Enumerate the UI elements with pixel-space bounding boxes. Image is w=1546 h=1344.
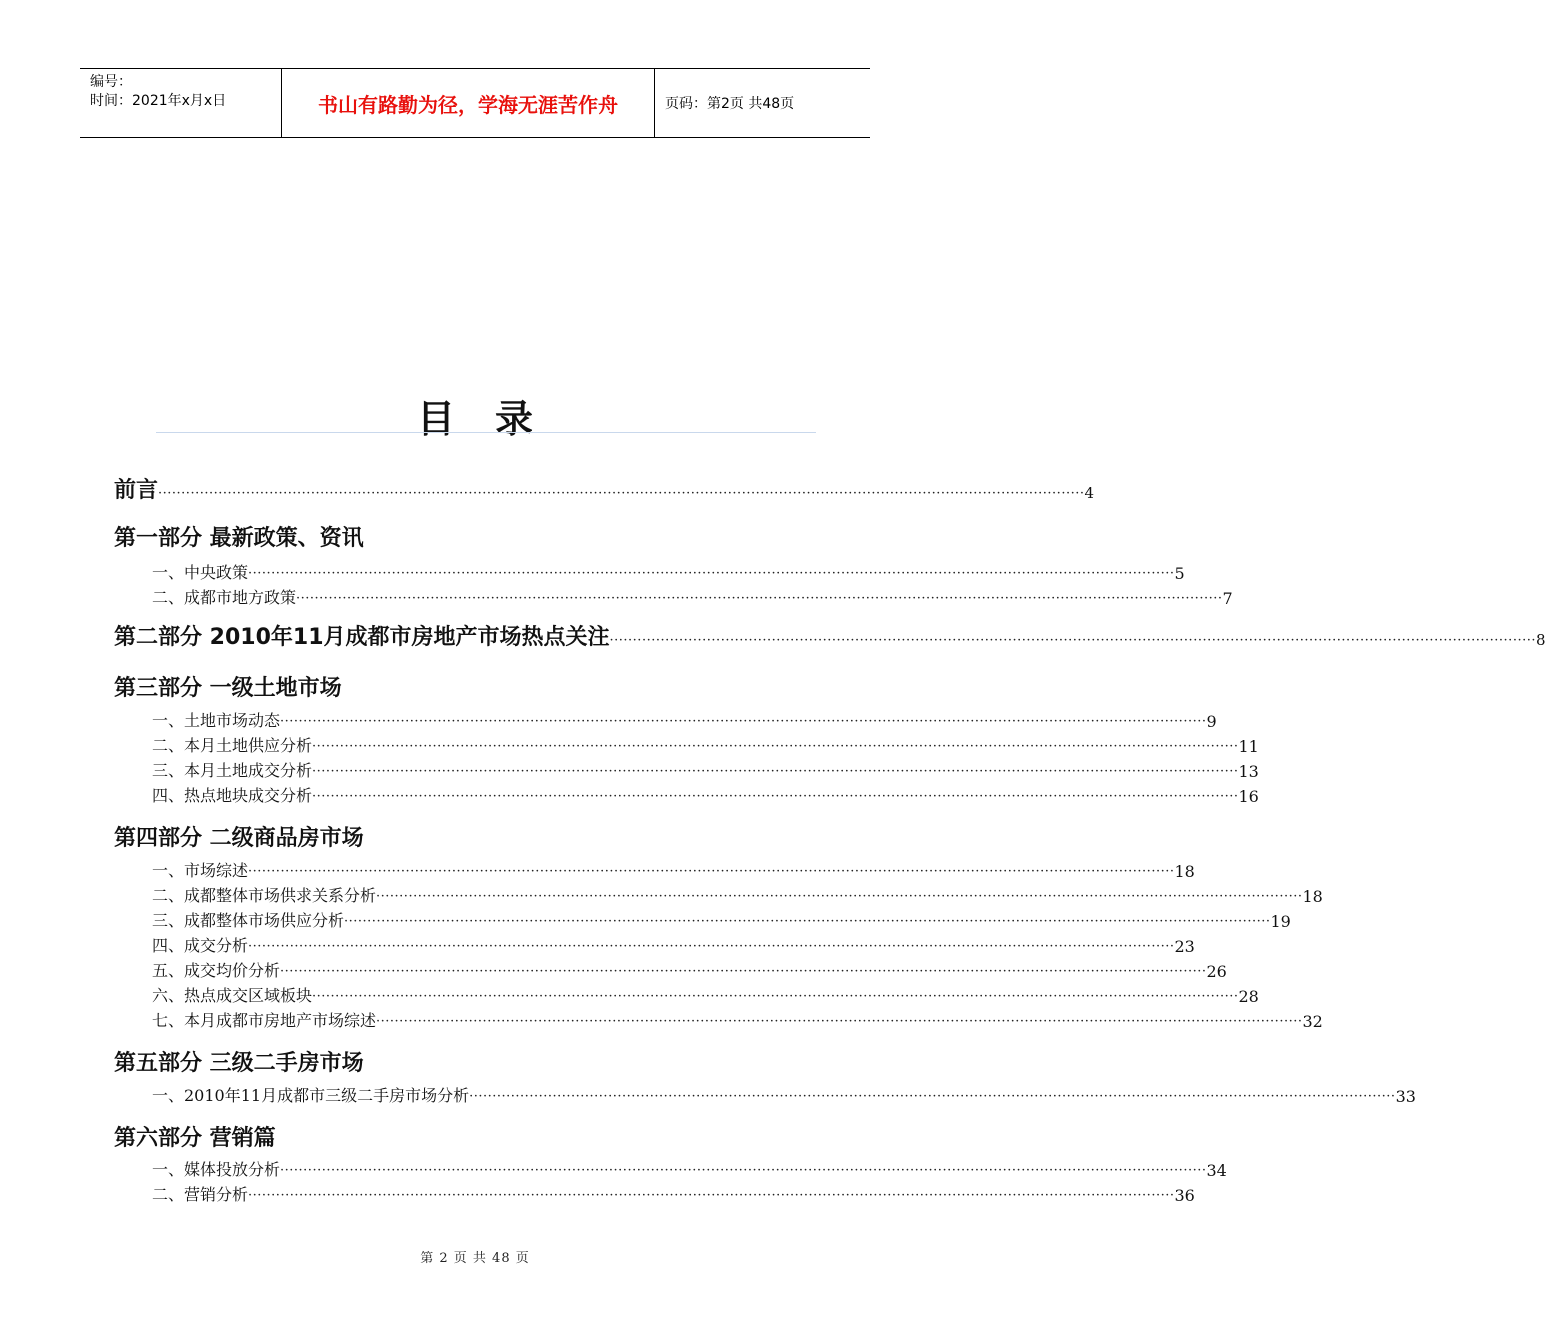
toc-title: 目录 [416, 397, 573, 441]
toc-leader-dots: ········································································································································································································ [248, 864, 1175, 879]
title-divider [156, 432, 816, 433]
toc-leader-dots: ········································································································································································································ [344, 914, 1271, 929]
toc-page-number: 26 [1206, 962, 1227, 981]
toc-entry-label: 六、热点成交区域板块 [152, 986, 313, 1005]
toc-entry-label: 四、成交分析 [152, 936, 249, 955]
toc-page-number: 28 [1238, 987, 1259, 1006]
toc-entry-label: 第二部分 2010年11月成都市房地产市场热点关注 [114, 625, 610, 650]
header-meta-cell [80, 69, 282, 137]
toc-subsection-entry[interactable] [152, 884, 1323, 906]
toc-page-number: 11 [1238, 737, 1259, 756]
toc-page-number: 19 [1270, 912, 1291, 931]
toc-page-number: 7 [1222, 589, 1233, 608]
toc-page-number: 23 [1174, 937, 1195, 956]
number-label: 编号： [90, 74, 132, 90]
toc-page-number: 4 [1084, 484, 1095, 502]
toc-subsection-entry[interactable] [152, 859, 1195, 881]
toc-leader-dots: ········································································································································································································ [248, 939, 1175, 954]
toc-subsection-entry[interactable] [152, 1183, 1195, 1205]
toc-subsection-entry[interactable] [152, 709, 1217, 731]
toc-entry-label: 一、土地市场动态 [152, 711, 281, 730]
toc-entry-label: 二、成都整体市场供求关系分析 [152, 886, 377, 905]
toc-entry-label: 二、本月土地供应分析 [152, 736, 313, 755]
toc-entry-label: 第一部分 最新政策、资讯 [114, 526, 364, 551]
toc-subsection-entry[interactable] [152, 959, 1227, 981]
toc-section-entry[interactable] [114, 1047, 600, 1077]
toc-entry-label: 一、市场综述 [152, 861, 249, 880]
toc-page-number: 8 [1535, 631, 1546, 649]
toc-entry-label: 前言 [114, 478, 159, 503]
toc-page-number: 36 [1174, 1186, 1195, 1205]
toc-page-number: 33 [1395, 1087, 1416, 1106]
toc-section-entry[interactable] [114, 522, 600, 552]
toc-entry-label: 三、本月土地成交分析 [152, 761, 313, 780]
toc-subsection-entry[interactable] [152, 984, 1259, 1006]
toc-leader-dots: ········································································································································································································ [609, 633, 1536, 648]
time-label: 时间：2021年x月x日 [90, 93, 227, 109]
toc-leader-dots: ········································································································································································································ [280, 1163, 1207, 1178]
toc-section-entry[interactable] [114, 1122, 600, 1152]
toc-entry-label: 七、本月成都市房地产市场综述 [152, 1011, 377, 1030]
toc-entry-label: 第六部分 营销篇 [114, 1126, 276, 1151]
toc-entry-label: 二、营销分析 [152, 1185, 249, 1204]
toc-subsection-entry[interactable] [152, 759, 1259, 781]
toc-page-number: 32 [1302, 1012, 1323, 1031]
toc-subsection-entry[interactable] [152, 586, 1233, 608]
toc-page-number: 18 [1174, 862, 1195, 881]
toc-section-entry[interactable] [114, 822, 600, 852]
toc-entry-label: 五、成交均价分析 [152, 961, 281, 980]
toc-entry-label: 第五部分 三级二手房市场 [114, 1051, 364, 1076]
toc-subsection-entry[interactable] [152, 1084, 1416, 1106]
header-motto: 书山有路勤为径，学海无涯苦作舟 [282, 69, 655, 137]
header-page-info: 页码：第2页 共48页 [665, 96, 795, 112]
toc-page-number: 16 [1238, 787, 1259, 806]
toc-leader-dots: ········································································································································································································ [280, 964, 1207, 979]
toc-entry-label: 第三部分 一级土地市场 [114, 676, 342, 701]
toc-subsection-entry[interactable] [152, 561, 1185, 583]
toc-leader-dots: ········································································································································································································ [312, 789, 1239, 804]
toc-leader-dots: ········································································································································································································ [376, 1014, 1303, 1029]
toc-entry-label: 一、中央政策 [152, 563, 249, 582]
toc-entry-label: 二、成都市地方政策 [152, 588, 297, 607]
toc-leader-dots: ········································································································································································································ [280, 714, 1207, 729]
toc-leader-dots: ········································································································································································································ [248, 1188, 1175, 1203]
toc-entry-label: 四、热点地块成交分析 [152, 786, 313, 805]
toc-leader-dots: ········································································································································································································ [376, 889, 1303, 904]
toc-entry-label: 一、媒体投放分析 [152, 1160, 281, 1179]
toc-page-number: 34 [1206, 1161, 1227, 1180]
page-footer: 第 2 页 共 48 页 [420, 1251, 530, 1266]
toc-page-number: 13 [1238, 762, 1259, 781]
toc-subsection-entry[interactable] [152, 909, 1291, 931]
document-header [80, 68, 870, 138]
toc-leader-dots: ········································································································································································································ [296, 591, 1223, 606]
toc-section-entry[interactable] [114, 474, 1095, 504]
toc-section-entry[interactable] [114, 672, 600, 702]
toc-subsection-entry[interactable] [152, 734, 1259, 756]
toc-leader-dots: ········································································································································································································ [312, 739, 1239, 754]
toc-subsection-entry[interactable] [152, 934, 1195, 956]
toc-section-entry[interactable] [114, 621, 1546, 651]
toc-subsection-entry[interactable] [152, 784, 1259, 806]
toc-page-number: 9 [1206, 712, 1217, 731]
toc-leader-dots: ········································································································································································································ [312, 989, 1239, 1004]
toc-page-number: 5 [1174, 564, 1185, 583]
toc-page-number: 18 [1302, 887, 1323, 906]
toc-subsection-entry[interactable] [152, 1158, 1227, 1180]
toc-subsection-entry[interactable] [152, 1009, 1323, 1031]
toc-entry-label: 三、成都整体市场供应分析 [152, 911, 345, 930]
toc-leader-dots: ········································································································································································································ [158, 486, 1085, 501]
toc-leader-dots: ········································································································································································································ [312, 764, 1239, 779]
toc-entry-label: 一、2010年11月成都市三级二手房市场分析 [152, 1086, 470, 1105]
toc-leader-dots: ········································································································································································································ [248, 566, 1175, 581]
toc-leader-dots: ········································································································································································································ [469, 1089, 1396, 1104]
toc-entry-label: 第四部分 二级商品房市场 [114, 826, 364, 851]
